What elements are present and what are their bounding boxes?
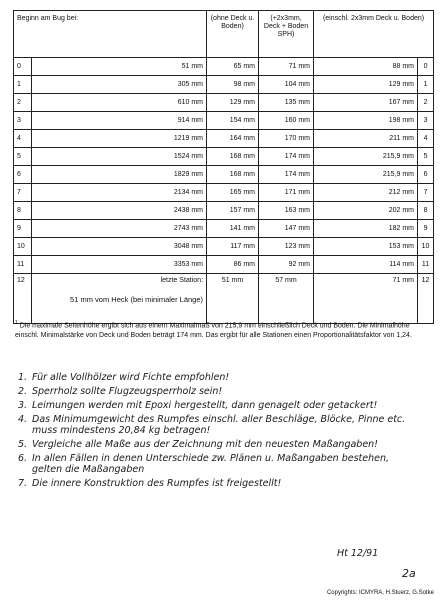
note-number: 6.	[18, 453, 28, 464]
header-incl-deck: (einschl. 2x3mm Deck u. Boden)	[314, 11, 434, 58]
height-plus-deck: 147 mm	[259, 220, 314, 238]
height-incl-deck: 182 mm	[314, 220, 418, 238]
station-index-right: 12	[418, 274, 434, 324]
station-index: 6	[14, 166, 32, 184]
height-plus-deck: 135 mm	[259, 94, 314, 112]
station-position: 1219 mm	[32, 130, 207, 148]
note-text: Die innere Konstruktion des Rumpfes ist freigestellt!	[32, 478, 282, 489]
note-number: 3.	[18, 400, 28, 411]
footnote-text: Die maximale Seitenhöhe ergibt sich aus einem Maximalmaß von 215,9 mm einschließlich Deck und Boden. Die Minimalhöhe einschl. Minimalstärke von Deck und Boden beträgt 174 mm. Das ergibt für alle Stationen einen Proportionalitätsfaktor von 1,24.	[15, 322, 412, 340]
list-item	[18, 414, 408, 436]
station-index-right: 5	[418, 148, 434, 166]
note-text: Vergleiche alle Maße aus der Zeichnung mit den neuesten Maßangaben!	[32, 439, 378, 450]
table-row	[14, 256, 434, 274]
station-position: 305 mm	[32, 76, 207, 94]
last-station-note: 51 mm vom Heck (bei minimaler Länge)	[70, 295, 204, 304]
station-index-right: 8	[418, 202, 434, 220]
height-incl-deck: 215,9 mm	[314, 148, 418, 166]
station-table	[13, 10, 434, 324]
footnote-marker: 1	[15, 320, 18, 326]
table-row	[14, 130, 434, 148]
station-index: 3	[14, 112, 32, 130]
station-index: 11	[14, 256, 32, 274]
height-without-deck: 51 mm	[207, 274, 259, 324]
note-number: 4.	[18, 414, 28, 425]
table-row	[14, 220, 434, 238]
station-index-right: 9	[418, 220, 434, 238]
table-row	[14, 112, 434, 130]
height-plus-deck: 92 mm	[259, 256, 314, 274]
height-without-deck: 164 mm	[207, 130, 259, 148]
copyright-notice: Copyrights: ICMYRA, H.Stuerz, G.Sotke	[326, 590, 434, 596]
height-plus-deck: 170 mm	[259, 130, 314, 148]
station-index: 8	[14, 202, 32, 220]
table-row	[14, 184, 434, 202]
height-without-deck: 86 mm	[207, 256, 259, 274]
note-number: 7.	[18, 478, 28, 489]
station-position: 2438 mm	[32, 202, 207, 220]
height-plus-deck: 160 mm	[259, 112, 314, 130]
handwritten-notes	[18, 372, 408, 492]
station-index-right: 2	[418, 94, 434, 112]
note-text: Sperrholz sollte Flugzeugsperrholz sein!	[32, 386, 223, 397]
height-incl-deck: 198 mm	[314, 112, 418, 130]
height-without-deck: 117 mm	[207, 238, 259, 256]
height-incl-deck: 114 mm	[314, 256, 418, 274]
page-mark: 2a	[402, 567, 416, 580]
station-index-right: 0	[418, 58, 434, 76]
height-incl-deck: 215,9 mm	[314, 166, 418, 184]
height-plus-deck: 174 mm	[259, 166, 314, 184]
height-plus-deck: 104 mm	[259, 76, 314, 94]
table-row-last-station	[14, 274, 434, 324]
table-row	[14, 76, 434, 94]
station-index: 7	[14, 184, 32, 202]
height-incl-deck: 88 mm	[314, 58, 418, 76]
height-without-deck: 129 mm	[207, 94, 259, 112]
height-without-deck: 157 mm	[207, 202, 259, 220]
station-position: 2743 mm	[32, 220, 207, 238]
list-item	[18, 400, 408, 411]
station-index: 0	[14, 58, 32, 76]
list-item	[18, 372, 408, 383]
height-incl-deck: 153 mm	[314, 238, 418, 256]
height-without-deck: 141 mm	[207, 220, 259, 238]
station-index: 9	[14, 220, 32, 238]
station-index-right: 4	[418, 130, 434, 148]
station-index: 4	[14, 130, 32, 148]
note-text: Für alle Vollhölzer wird Fichte empfohlen!	[32, 372, 230, 383]
header-position: Beginn am Bug bei:	[14, 11, 207, 58]
station-index: 12	[14, 274, 32, 324]
last-station-cell	[32, 274, 207, 324]
note-number: 1.	[18, 372, 28, 383]
list-item	[18, 453, 408, 475]
height-incl-deck: 211 mm	[314, 130, 418, 148]
height-plus-deck: 171 mm	[259, 184, 314, 202]
station-index: 5	[14, 148, 32, 166]
station-index-right: 10	[418, 238, 434, 256]
station-position: 3048 mm	[32, 238, 207, 256]
station-index-right: 7	[418, 184, 434, 202]
station-index-right: 3	[418, 112, 434, 130]
station-index-right: 6	[418, 166, 434, 184]
table-header-row	[14, 11, 434, 58]
table-row	[14, 166, 434, 184]
height-without-deck: 168 mm	[207, 148, 259, 166]
height-plus-deck: 71 mm	[259, 58, 314, 76]
note-number: 2.	[18, 386, 28, 397]
signature: Ht 12/91	[337, 548, 379, 559]
station-index-right: 11	[418, 256, 434, 274]
height-plus-deck: 174 mm	[259, 148, 314, 166]
list-item	[18, 478, 408, 489]
height-without-deck: 154 mm	[207, 112, 259, 130]
height-without-deck: 65 mm	[207, 58, 259, 76]
height-incl-deck: 167 mm	[314, 94, 418, 112]
station-position: 1829 mm	[32, 166, 207, 184]
station-position: 3353 mm	[32, 256, 207, 274]
station-index: 1	[14, 76, 32, 94]
height-incl-deck: 71 mm	[314, 274, 418, 324]
station-position: 610 mm	[32, 94, 207, 112]
height-plus-deck: 163 mm	[259, 202, 314, 220]
station-position: 1524 mm	[32, 148, 207, 166]
station-position: 2134 mm	[32, 184, 207, 202]
height-incl-deck: 129 mm	[314, 76, 418, 94]
table-row	[14, 202, 434, 220]
last-station-label: letzte Station:	[160, 277, 204, 284]
note-text: Leimungen werden mit Epoxi hergestellt, dann genagelt oder getackert!	[32, 400, 378, 411]
station-index: 10	[14, 238, 32, 256]
note-number: 5.	[18, 439, 28, 450]
height-without-deck: 168 mm	[207, 166, 259, 184]
height-incl-deck: 212 mm	[314, 184, 418, 202]
header-plus-deck: (+2x3mm, Deck + Boden SPH)	[259, 11, 314, 58]
table-row	[14, 238, 434, 256]
table-row	[14, 58, 434, 76]
station-index-right: 1	[418, 76, 434, 94]
table-row	[14, 94, 434, 112]
height-plus-deck: 57 mm	[259, 274, 314, 324]
station-position: 51 mm	[32, 58, 207, 76]
footnote	[15, 318, 427, 341]
header-without-deck: (ohne Deck u. Boden)	[207, 11, 259, 58]
height-without-deck: 98 mm	[207, 76, 259, 94]
height-plus-deck: 123 mm	[259, 238, 314, 256]
note-text: In allen Fällen in denen Unterschiede zw. Plänen u. Maßangaben bestehen, gelten die Maßangaben	[32, 453, 390, 475]
list-item	[18, 386, 408, 397]
height-without-deck: 165 mm	[207, 184, 259, 202]
height-incl-deck: 202 mm	[314, 202, 418, 220]
station-position: 914 mm	[32, 112, 207, 130]
station-index: 2	[14, 94, 32, 112]
table-row	[14, 148, 434, 166]
list-item	[18, 439, 408, 450]
note-text: Das Minimumgewicht des Rumpfes einschl. aller Beschläge, Blöcke, Pinne etc. muss mindestens 20,84 kg betragen!	[32, 414, 406, 436]
